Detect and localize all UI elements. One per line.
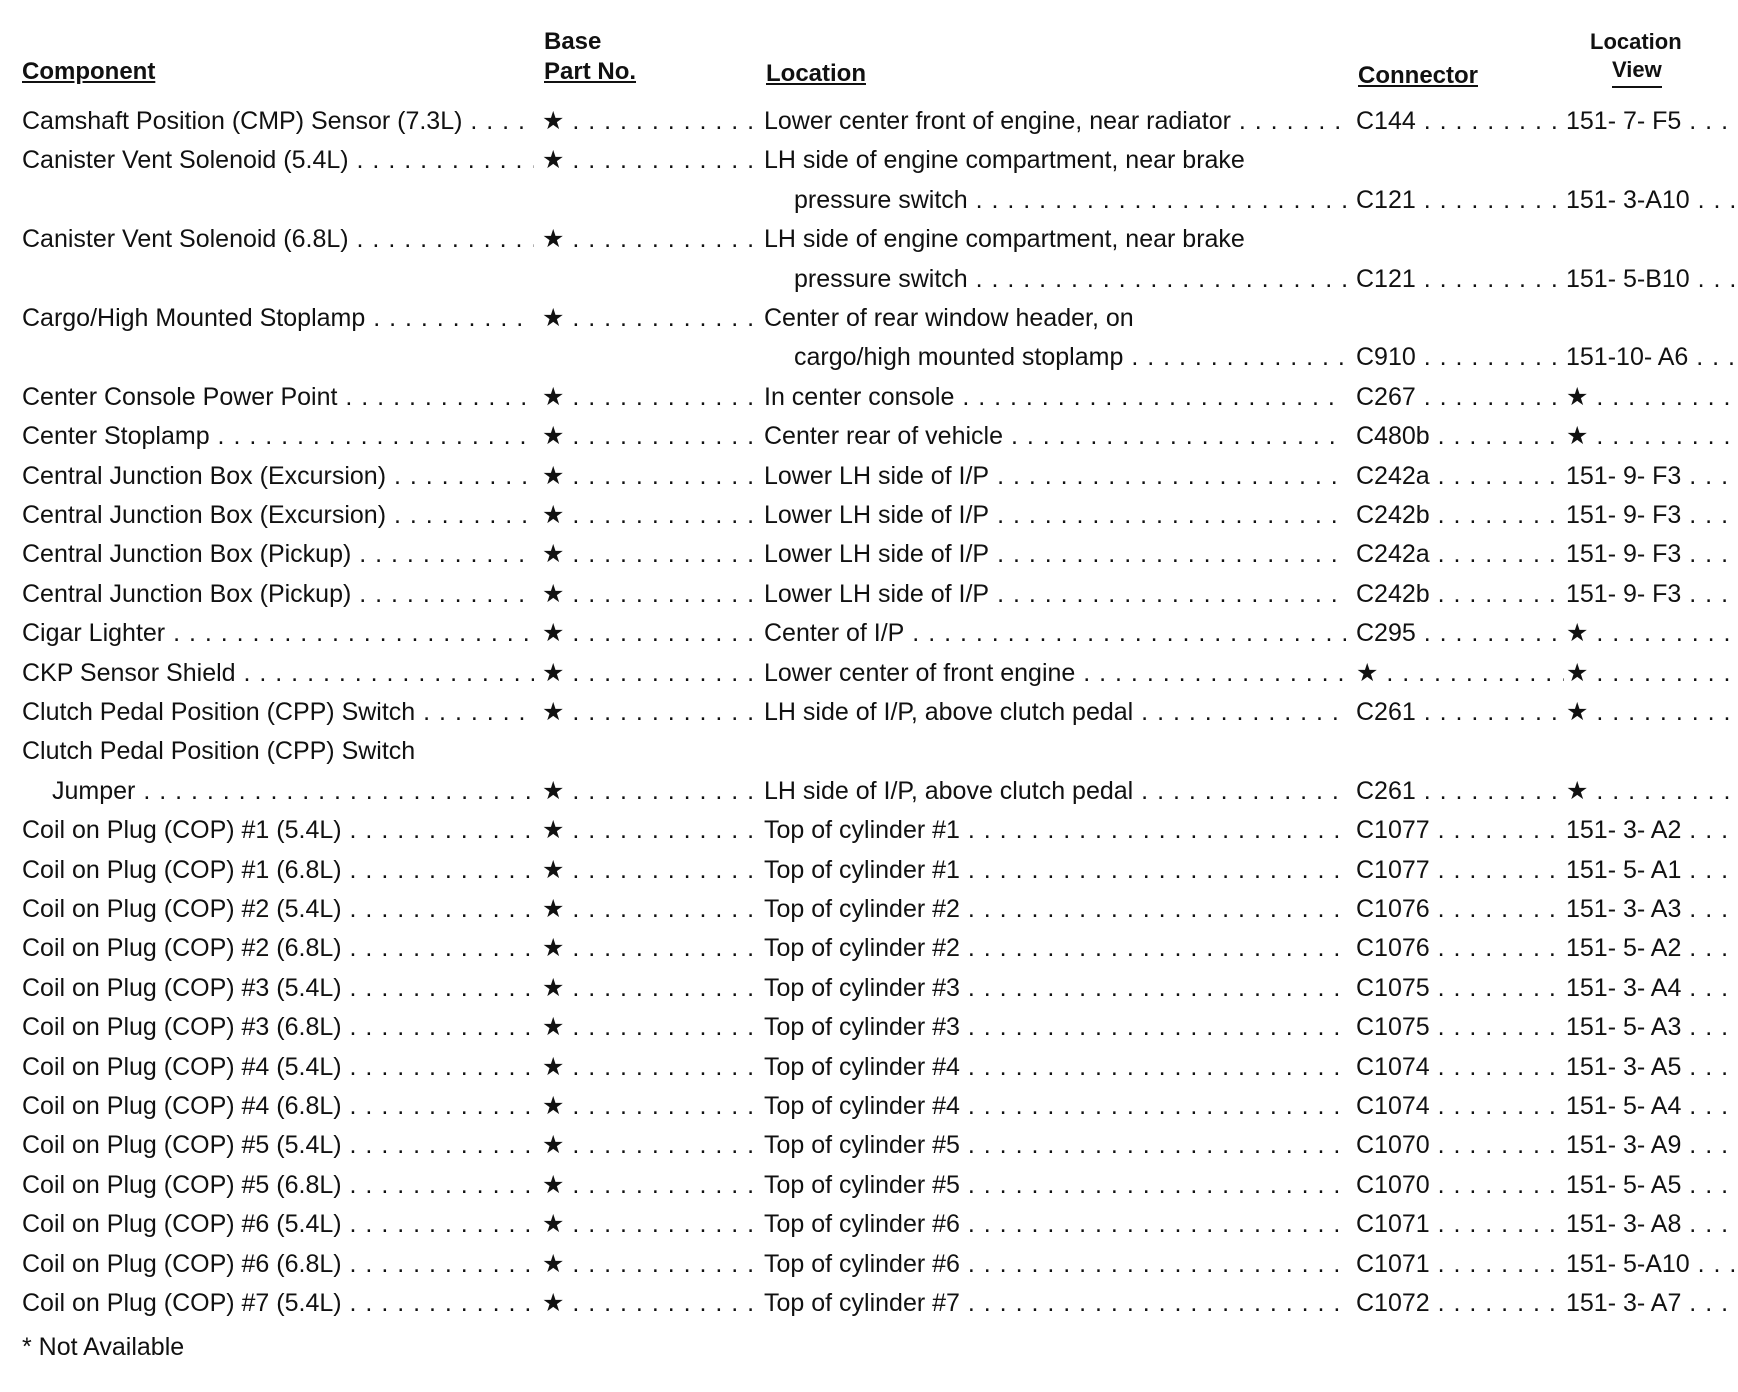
cell-component: Canister Vent Solenoid (5.4L) . . .	[22, 141, 534, 179]
table-row	[0, 1245, 1738, 1283]
cell-location-view: 151- 3- A9 . . .	[1566, 1126, 1738, 1164]
cell-component: Clutch Pedal Position (CPP) Switch . . .	[22, 693, 534, 731]
cell-location-view: 151- 5-A10 . . .	[1566, 1245, 1738, 1283]
header-component: Component	[22, 58, 156, 85]
cell-location: Lower center of front engine . . .	[764, 654, 1346, 692]
cell-base-part-no	[542, 181, 762, 219]
cell-connector: C261 . . .	[1356, 772, 1564, 810]
cell-connector: C1072 . . .	[1356, 1284, 1564, 1322]
cell-connector: C1076 . . .	[1356, 929, 1564, 967]
cell-base-part-no: ★ . . .	[542, 1087, 762, 1125]
cell-location-view: 151-10- A6 . . .	[1566, 338, 1738, 376]
cell-component: Central Junction Box (Pickup) . . .	[22, 535, 534, 573]
cell-location: Top of cylinder #1 . . .	[764, 851, 1346, 889]
header-connector: Connector	[1358, 62, 1478, 89]
table-row	[0, 1166, 1738, 1204]
table-row	[0, 338, 1738, 376]
cell-connector: C1077 . . .	[1356, 811, 1564, 849]
cell-location-view: ★ . . .	[1566, 654, 1738, 692]
cell-location-view: 151- 3- A3 . . .	[1566, 890, 1738, 928]
header-view-top: Location	[1590, 29, 1682, 54]
cell-connector: C1075 . . .	[1356, 1008, 1564, 1046]
cell-connector: C1074 . . .	[1356, 1087, 1564, 1125]
cell-location-view: ★ . . .	[1566, 417, 1738, 455]
table-row	[0, 141, 1738, 179]
cell-location: LH side of I/P, above clutch pedal . . .	[764, 772, 1346, 810]
cell-location: cargo/high mounted stoplamp . . .	[794, 338, 1346, 376]
cell-location: Top of cylinder #4 . . .	[764, 1087, 1346, 1125]
cell-location-view: ★ . . .	[1566, 693, 1738, 731]
table-row	[0, 102, 1738, 140]
cell-location: Center of I/P . . .	[764, 614, 1346, 652]
cell-component: Canister Vent Solenoid (6.8L) . . .	[22, 220, 534, 258]
cell-connector: C1076 . . .	[1356, 890, 1564, 928]
cell-location: Top of cylinder #5 . . .	[764, 1166, 1346, 1204]
table-row	[0, 260, 1738, 298]
cell-connector: C1075 . . .	[1356, 969, 1564, 1007]
cell-location: LH side of I/P, above clutch pedal . . .	[764, 693, 1346, 731]
cell-base-part-no: ★ . . .	[542, 1284, 762, 1322]
table-row	[0, 693, 1738, 731]
cell-location-view: 151- 9- F3 . . .	[1566, 575, 1738, 613]
cell-location-view	[1566, 732, 1738, 770]
cell-location-view	[1566, 299, 1738, 337]
cell-connector: C261 . . .	[1356, 693, 1564, 731]
cell-connector: C242b . . .	[1356, 575, 1564, 613]
cell-base-part-no: ★ . . .	[542, 929, 762, 967]
header-base-part-no: Part No.	[544, 58, 637, 85]
table-row	[0, 299, 1738, 337]
table-row	[0, 1048, 1738, 1086]
cell-base-part-no	[542, 260, 762, 298]
cell-location-view: 151- 3- A8 . . .	[1566, 1205, 1738, 1243]
cell-base-part-no: ★ . . .	[542, 890, 762, 928]
cell-component: Jumper . . .	[52, 772, 534, 810]
header-location: Location	[766, 60, 866, 87]
cell-location: Lower LH side of I/P . . .	[764, 457, 1346, 495]
cell-connector: ★ . . .	[1356, 654, 1564, 692]
cell-location: Top of cylinder #2 . . .	[764, 890, 1346, 928]
cell-location-view	[1566, 220, 1738, 258]
table-row	[0, 851, 1738, 889]
cell-component: Central Junction Box (Excursion) . . .	[22, 457, 534, 495]
cell-location: Top of cylinder #6 . . .	[764, 1205, 1346, 1243]
cell-location: LH side of engine compartment, near brake	[764, 225, 1245, 254]
cell-location: Lower center front of engine, near radiator . . .	[764, 102, 1346, 140]
cell-location: Lower LH side of I/P . . .	[764, 535, 1346, 573]
table-row	[0, 811, 1738, 849]
cell-base-part-no: ★ . . .	[542, 614, 762, 652]
table-row	[0, 654, 1738, 692]
cell-base-part-no: ★ . . .	[542, 220, 762, 258]
cell-connector: C1071 . . .	[1356, 1205, 1564, 1243]
cell-location-view: 151- 5- A4 . . .	[1566, 1087, 1738, 1125]
cell-location-view: 151- 3- A7 . . .	[1566, 1284, 1738, 1322]
table-row	[0, 575, 1738, 613]
cell-base-part-no: ★ . . .	[542, 693, 762, 731]
cell-base-part-no: ★ . . .	[542, 1166, 762, 1204]
cell-location-view: 151- 3-A10 . . .	[1566, 181, 1738, 219]
cell-component: Clutch Pedal Position (CPP) Switch	[22, 737, 416, 766]
cell-base-part-no: ★ . . .	[542, 1205, 762, 1243]
cell-component: Camshaft Position (CMP) Sensor (7.3L) . . .	[22, 102, 534, 140]
cell-component: CKP Sensor Shield . . .	[22, 654, 534, 692]
cell-base-part-no: ★ . . .	[542, 141, 762, 179]
cell-location: Top of cylinder #7 . . .	[764, 1284, 1346, 1322]
table-row	[0, 1205, 1738, 1243]
cell-location: Center of rear window header, on	[764, 304, 1134, 332]
cell-base-part-no: ★ . . .	[542, 811, 762, 849]
cell-location: pressure switch . . .	[794, 260, 1346, 298]
cell-component: Coil on Plug (COP) #3 (6.8L) . . .	[22, 1008, 534, 1046]
cell-component: Coil on Plug (COP) #2 (6.8L) . . .	[22, 929, 534, 967]
header-base-top: Base	[544, 28, 602, 55]
cell-base-part-no: ★ . . .	[542, 299, 762, 337]
cell-location: In center console . . .	[764, 378, 1346, 416]
cell-component: Central Junction Box (Excursion) . . .	[22, 496, 534, 534]
table-row	[0, 181, 1738, 219]
table-row	[0, 1284, 1738, 1322]
cell-connector: C1074 . . .	[1356, 1048, 1564, 1086]
cell-location: LH side of engine compartment, near brake	[764, 146, 1245, 175]
cell-connector: C1070 . . .	[1356, 1166, 1564, 1204]
cell-location-view: 151- 5- A1 . . .	[1566, 851, 1738, 889]
header-view-bottom: View	[1612, 56, 1662, 88]
cell-component: Coil on Plug (COP) #6 (5.4L) . . .	[22, 1205, 534, 1243]
cell-connector: C267 . . .	[1356, 378, 1564, 416]
table-row	[0, 732, 1738, 770]
cell-connector: C295 . . .	[1356, 614, 1564, 652]
cell-connector: C242a . . .	[1356, 535, 1564, 573]
cell-connector: C1071 . . .	[1356, 1245, 1564, 1283]
cell-base-part-no: ★ . . .	[542, 1126, 762, 1164]
table-row	[0, 890, 1738, 928]
cell-connector: C480b . . .	[1356, 417, 1564, 455]
cell-component: Cigar Lighter . . .	[22, 614, 534, 652]
cell-component: Coil on Plug (COP) #7 (5.4L) . . .	[22, 1284, 534, 1322]
cell-base-part-no: ★ . . .	[542, 851, 762, 889]
cell-component	[22, 260, 534, 298]
cell-component: Central Junction Box (Pickup) . . .	[22, 575, 534, 613]
table-row	[0, 1008, 1738, 1046]
cell-location-view: 151- 5-B10 . . .	[1566, 260, 1738, 298]
cell-location-view: ★ . . .	[1566, 614, 1738, 652]
cell-base-part-no	[542, 732, 762, 770]
cell-base-part-no: ★ . . .	[542, 1048, 762, 1086]
cell-base-part-no: ★ . . .	[542, 772, 762, 810]
table-row	[0, 1126, 1738, 1164]
cell-base-part-no: ★ . . .	[542, 102, 762, 140]
cell-connector: C1077 . . .	[1356, 851, 1564, 889]
cell-location-view: 151- 9- F3 . . .	[1566, 457, 1738, 495]
cell-location: Top of cylinder #2 . . .	[764, 929, 1346, 967]
cell-component	[22, 338, 534, 376]
cell-location	[764, 732, 1346, 770]
cell-connector: C121 . . .	[1356, 260, 1564, 298]
cell-location: Top of cylinder #1 . . .	[764, 811, 1346, 849]
cell-location-view: 151- 5- A5 . . .	[1566, 1166, 1738, 1204]
cell-connector: C910 . . .	[1356, 338, 1564, 376]
table-row	[0, 378, 1738, 416]
cell-base-part-no: ★ . . .	[542, 969, 762, 1007]
cell-base-part-no: ★ . . .	[542, 378, 762, 416]
table-row	[0, 417, 1738, 455]
cell-location: Lower LH side of I/P . . .	[764, 496, 1346, 534]
cell-connector: C242b . . .	[1356, 496, 1564, 534]
cell-component: Cargo/High Mounted Stoplamp . . .	[22, 299, 534, 337]
cell-component: Coil on Plug (COP) #2 (5.4L) . . .	[22, 890, 534, 928]
cell-component: Center Stoplamp . . .	[22, 417, 534, 455]
table-row	[0, 535, 1738, 573]
table-row	[0, 220, 1738, 258]
cell-location-view: 151- 5- A2 . . .	[1566, 929, 1738, 967]
cell-component: Coil on Plug (COP) #5 (6.8L) . . .	[22, 1166, 534, 1204]
cell-component: Coil on Plug (COP) #1 (5.4L) . . .	[22, 811, 534, 849]
cell-location: Top of cylinder #3 . . .	[764, 1008, 1346, 1046]
cell-location: Center rear of vehicle . . .	[764, 417, 1346, 455]
cell-location: Top of cylinder #3 . . .	[764, 969, 1346, 1007]
cell-location-view: 151- 9- F3 . . .	[1566, 535, 1738, 573]
cell-base-part-no	[542, 338, 762, 376]
table-row	[0, 457, 1738, 495]
cell-location-view: 151- 9- F3 . . .	[1566, 496, 1738, 534]
cell-location: Top of cylinder #6 . . .	[764, 1245, 1346, 1283]
cell-location: Lower LH side of I/P . . .	[764, 575, 1346, 613]
cell-base-part-no: ★ . . .	[542, 654, 762, 692]
cell-component: Coil on Plug (COP) #4 (5.4L) . . .	[22, 1048, 534, 1086]
cell-connector: C121 . . .	[1356, 181, 1564, 219]
cell-base-part-no: ★ . . .	[542, 457, 762, 495]
cell-connector	[1356, 299, 1564, 337]
cell-base-part-no: ★ . . .	[542, 575, 762, 613]
cell-location-view	[1566, 141, 1738, 179]
cell-base-part-no: ★ . . .	[542, 1008, 762, 1046]
cell-connector: C144 . . .	[1356, 102, 1564, 140]
cell-location-view: ★ . . .	[1566, 772, 1738, 810]
cell-component	[22, 181, 534, 219]
cell-location: pressure switch . . .	[794, 181, 1346, 219]
cell-component: Coil on Plug (COP) #3 (5.4L) . . .	[22, 969, 534, 1007]
cell-component: Center Console Power Point . . .	[22, 378, 534, 416]
table-row	[0, 969, 1738, 1007]
cell-location-view: 151- 7- F5 . . .	[1566, 102, 1738, 140]
cell-location-view: 151- 3- A4 . . .	[1566, 969, 1738, 1007]
table-row	[0, 614, 1738, 652]
cell-location: Top of cylinder #4 . . .	[764, 1048, 1346, 1086]
cell-component: Coil on Plug (COP) #1 (6.8L) . . .	[22, 851, 534, 889]
table-row	[0, 1087, 1738, 1125]
cell-component: Coil on Plug (COP) #5 (5.4L) . . .	[22, 1126, 534, 1164]
cell-location-view: 151- 3- A2 . . .	[1566, 811, 1738, 849]
cell-connector	[1356, 141, 1564, 179]
table-row	[0, 929, 1738, 967]
table-row	[0, 496, 1738, 534]
cell-location-view: ★ . . .	[1566, 378, 1738, 416]
cell-connector	[1356, 732, 1564, 770]
cell-location-view: 151- 5- A3 . . .	[1566, 1008, 1738, 1046]
cell-base-part-no: ★ . . .	[542, 1245, 762, 1283]
cell-component: Coil on Plug (COP) #6 (6.8L) . . .	[22, 1245, 534, 1283]
cell-base-part-no: ★ . . .	[542, 535, 762, 573]
cell-connector: C1070 . . .	[1356, 1126, 1564, 1164]
cell-base-part-no: ★ . . .	[542, 496, 762, 534]
cell-component: Coil on Plug (COP) #4 (6.8L) . . .	[22, 1087, 534, 1125]
cell-base-part-no: ★ . . .	[542, 417, 762, 455]
footnote: * Not Available	[22, 1333, 185, 1361]
cell-location: Top of cylinder #5 . . .	[764, 1126, 1346, 1164]
cell-connector: C242a . . .	[1356, 457, 1564, 495]
cell-connector	[1356, 220, 1564, 258]
cell-location-view: 151- 3- A5 . . .	[1566, 1048, 1738, 1086]
table-row	[0, 772, 1738, 810]
